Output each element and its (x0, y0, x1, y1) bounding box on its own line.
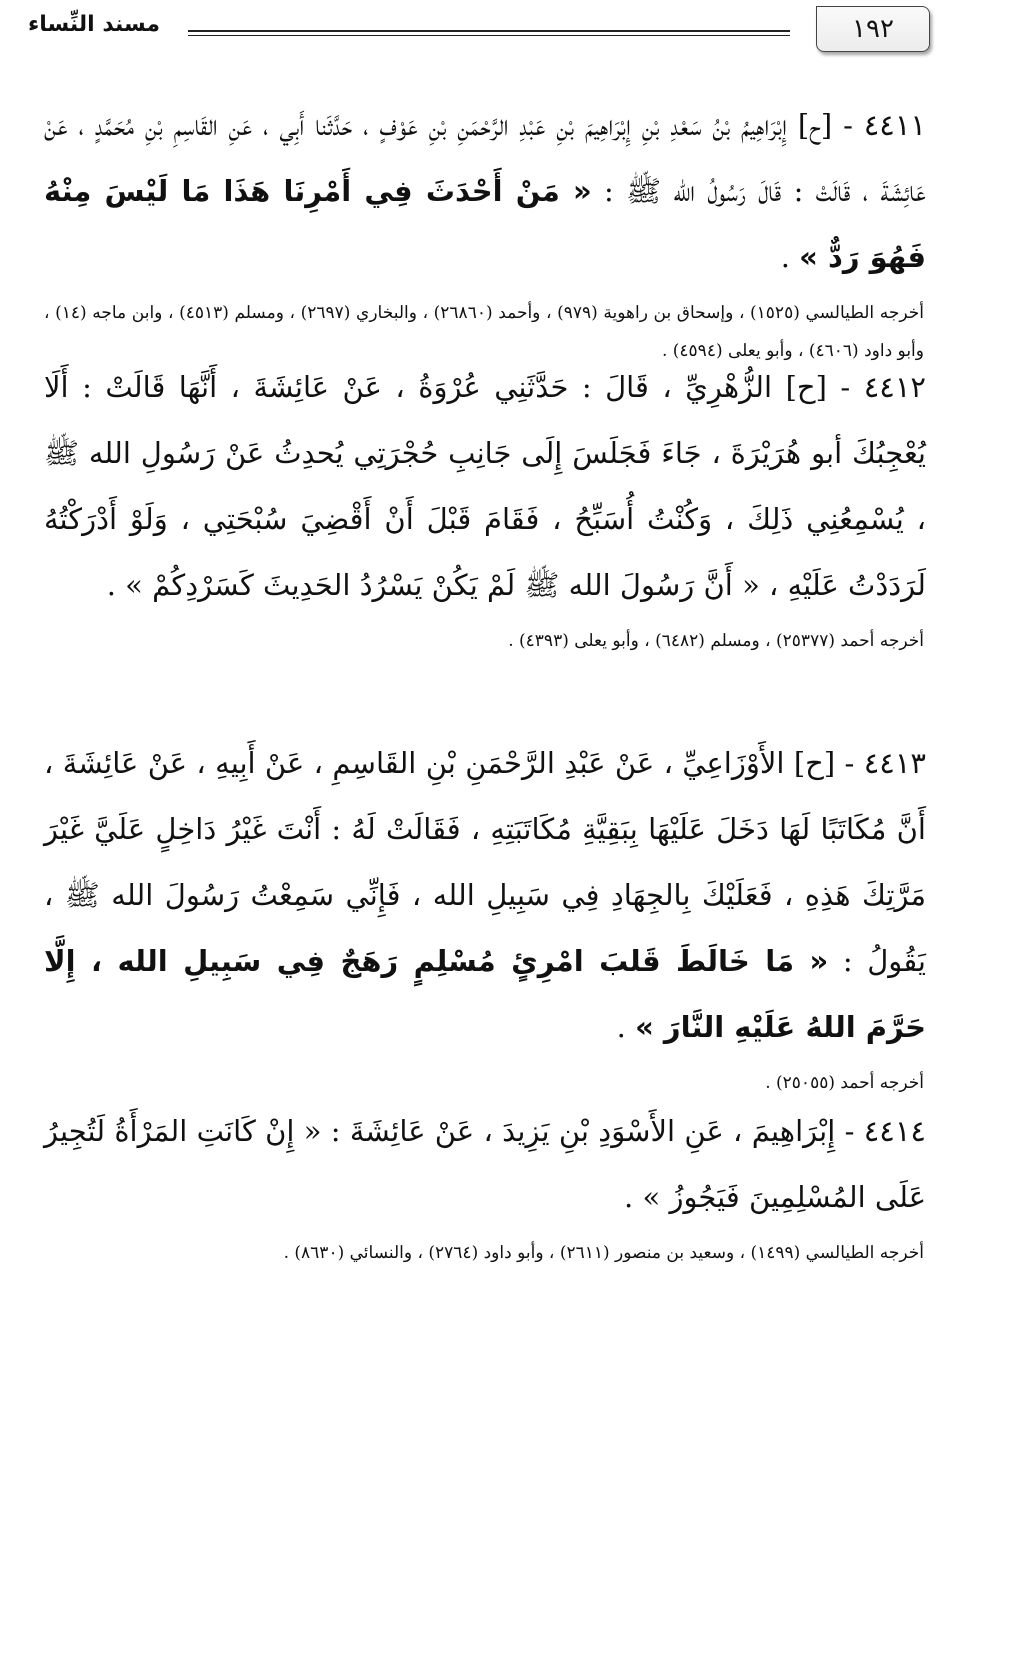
hadith-text: ٤٤١٢ - [ح] الزُّهْرِيِّ ، قَالَ : حَدَّثَنِي عُرْوَةُ ، عَنْ عَائِشَةَ ، أَنَّهَا قَالَتْ : أَلَا يُعْجِبُكَ أبو هُرَيْرَةَ ، جَاءَ فَجَلَسَ إِلَى جَانِبِ حُجْرَتِي يُحدِثُ عَنْ رَسُولِ الله ﷺ ، يُسْمِعُنِي ذَلِكَ ، وَكُنْتُ أُسَبِّحُ ، فَقَامَ قَبْلَ أَنْ أَقْضِيَ سُبْحَتِي ، وَلَوْ أَدْرَكْتُهُ لَرَدَدْتُ عَلَيْهِ ، « أَنَّ رَسُولَ الله ﷺ لَمْ يَكُنْ يَسْرُدُ الحَدِيثَ كَسَرْدِكُمْ » . (44, 370, 926, 602)
hadith-entry (44, 1098, 926, 1272)
hadith-marker: [ح] (797, 108, 833, 142)
page-number: ١٩٢ (816, 6, 930, 52)
header-rule (188, 30, 790, 36)
hadith-number: ٤٤١٤ (863, 1114, 926, 1148)
hadith-chain: إِبْرَاهِيمُ بْنُ سَعْدِ بْنِ إِبْرَاهِيمَ بْنِ عَبْدِ الرَّحْمَنِ بْنِ عَوْفٍ ، حَدَّثَنا أَبِي ، عَنِ القَاسِمِ بْنِ مُحَمَّدٍ ، عَنْ عَائِشَةَ ، قَالَتْ : قَالَ رَسُولُ الله ﷺ : (44, 108, 926, 208)
hadith-number: ٤٤١١ (863, 108, 927, 142)
page-header (28, 6, 930, 50)
hadith-chain: إِبْرَاهِيمَ ، عَنِ الأَسْوَدِ بْنِ يَزِيدَ ، عَنْ عَائِشَةَ : « إِنْ كَانَتِ المَرْأَةُ لَتُجِيرُ عَلَى المُسْلِمِينَ فَيَجُوزُ » . (44, 1114, 926, 1214)
book-title: مسند النِّساء (28, 12, 161, 37)
hadith-chain: الزُّهْرِيِّ ، قَالَ : حَدَّثَنِي عُرْوَةُ ، عَنْ عَائِشَةَ ، أَنَّهَا قَالَتْ : أَلَا يُعْجِبُكَ أبو هُرَيْرَةَ ، جَاءَ فَجَلَسَ إِلَى جَانِبِ حُجْرَتِي يُحدِثُ عَنْ رَسُولِ الله ﷺ ، يُسْمِعُنِي ذَلِكَ ، وَكُنْتُ أُسَبِّحُ ، فَقَامَ قَبْلَ أَنْ أَقْضِيَ سُبْحَتِي ، وَلَوْ أَدْرَكْتُهُ لَرَدَدْتُ عَلَيْهِ ، « أَنَّ رَسُولَ الله ﷺ لَمْ يَكُنْ يَسْرُدُ الحَدِيثَ كَسَرْدِكُمْ » . (44, 370, 926, 602)
hadith-text: ٤٤١٣ - [ح] الأَوْزَاعِيِّ ، عَنْ عَبْدِ الرَّحْمَنِ بْنِ القَاسِمِ ، عَنْ أَبِيهِ ، عَنْ عَائِشَةَ ، أَنَّ مُكَاتَبًا لَهَا دَخَلَ عَلَيْهَا بِبَقِيَّةِ مُكَاتَبَتِهِ ، فَقَالَتْ لَهُ : أَنْتَ غَيْرُ دَاخِلٍ عَلَيَّ غَيْرَ مَرَّتِكَ هَذِهِ ، فَعَلَيْكَ بِالجِهَادِ فِي سَبِيلِ الله ، فَإِنِّي سَمِعْتُ رَسُولَ الله ﷺ ، يَقُولُ : « مَا خَالَطَ قَلبَ امْرِئٍ مُسْلِمٍ رَهَجٌ فِي سَبِيلِ الله ، إِلَّا حَرَّمَ اللهُ عَلَيْهِ النَّارَ » . (44, 746, 926, 1044)
hadith-number: ٤٤١٣ (863, 746, 926, 780)
hadith-takhrij: أخرجه الطيالسي (١٤٩٩) ، وسعيد بن منصور (٢٦١١) ، وأبو داود (٢٧٦٤) ، والنسائي (٨٦٣٠) . (283, 1243, 924, 1263)
hadith-number: ٤٤١٢ (863, 370, 926, 404)
hadith-text: ٤٤١٤ - إِبْرَاهِيمَ ، عَنِ الأَسْوَدِ بْنِ يَزِيدَ ، عَنْ عَائِشَةَ : « إِنْ كَانَتِ المَرْأَةُ لَتُجِيرُ عَلَى المُسْلِمِينَ فَيَجُوزُ » . (44, 1114, 926, 1214)
hadith-takhrij: أخرجه الطيالسي (١٥٢٥) ، وإسحاق بن راهوية (٩٧٩) ، وأحمد (٢٦٨٦٠) ، والبخاري (٢٦٩٧) ، ومسلم (٤٥١٣) ، وابن ماجه (١٤) ، وأبو داود (٤٦٠٦) ، وأبو يعلى (٤٥٩٤) . (44, 303, 924, 361)
hadith-marker: [ح] (785, 370, 827, 404)
hadith-entry (44, 730, 926, 1093)
hadith-takhrij: أخرجه أحمد (٢٥٠٥٥) . (765, 1073, 924, 1093)
hadith-chain: الأَوْزَاعِيِّ ، عَنْ عَبْدِ الرَّحْمَنِ بْنِ القَاسِمِ ، عَنْ أَبِيهِ ، عَنْ عَائِشَةَ ، أَنَّ مُكَاتَبًا لَهَا دَخَلَ عَلَيْهَا بِبَقِيَّةِ مُكَاتَبَتِهِ ، فَقَالَتْ لَهُ : أَنْتَ غَيْرُ دَاخِلٍ عَلَيَّ غَيْرَ مَرَّتِكَ هَذِهِ ، فَعَلَيْكَ بِالجِهَادِ فِي سَبِيلِ الله ، فَإِنِّي سَمِعْتُ رَسُولَ الله ﷺ ، يَقُولُ : (44, 746, 926, 978)
hadith-entry (44, 354, 926, 702)
hadith-matn: « مَا خَالَطَ قَلبَ امْرِئٍ مُسْلِمٍ رَهَجٌ فِي سَبِيلِ الله ، إِلَّا حَرَّمَ اللهُ عَلَيْهِ النَّارَ » (44, 944, 926, 1044)
hadith-entry (44, 92, 927, 361)
hadith-marker: [ح] (793, 746, 836, 780)
hadith-text: ٤٤١١ - [ح] إِبْرَاهِيمُ بْنُ سَعْدِ بْنِ إِبْرَاهِيمَ بْنِ عَبْدِ الرَّحْمَنِ بْنِ عَوْفٍ ، حَدَّثَنا أَبِي ، عَنِ القَاسِمِ بْنِ مُحَمَّدٍ ، عَنْ عَائِشَةَ ، قَالَتْ : قَالَ رَسُولُ الله ﷺ : « مَنْ أَحْدَثَ فِي أَمْرِنَا هَذَا مَا لَيْسَ مِنْهُ فَهُوَ رَدٌّ » . (44, 108, 927, 274)
hadith-takhrij: أخرجه أحمد (٢٥٣٧٧) ، ومسلم (٦٤٨٢) ، وأبو يعلى (٤٣٩٣) . (508, 631, 924, 651)
hadith-matn: « مَنْ أَحْدَثَ فِي أَمْرِنَا هَذَا مَا لَيْسَ مِنْهُ فَهُوَ رَدٌّ » (44, 174, 926, 274)
page-content (44, 92, 926, 1272)
